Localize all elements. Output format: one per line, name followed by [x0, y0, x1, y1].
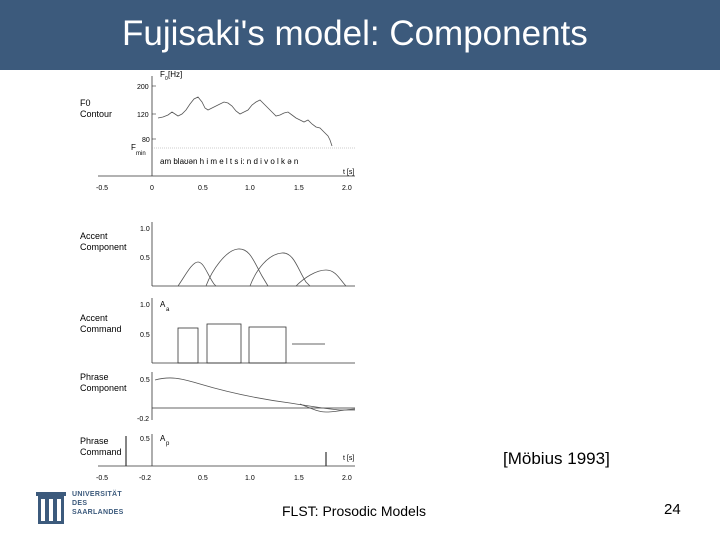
phrase-command-label-line2: Command	[80, 447, 122, 457]
accent-curve-2	[206, 249, 268, 286]
f0-ytick-120: 120	[137, 112, 149, 119]
university-crest-icon	[36, 490, 66, 526]
logo-line3: SAARLANDES	[72, 509, 124, 516]
accent-component-label-line1: Accent	[80, 231, 108, 241]
phrase-component-panel	[80, 372, 355, 423]
accent-component-panel	[80, 222, 355, 286]
phrase-command-panel	[80, 434, 355, 482]
citation: [Möbius 1993]	[503, 449, 610, 468]
accent-command-pulse	[249, 327, 286, 363]
f0-unit-bracket: [Hz]	[168, 70, 183, 79]
f0-xtick: 0	[150, 185, 154, 192]
phrase-component-ytick: -0.2	[137, 416, 150, 423]
phrase-command-ytick: 0.5	[140, 436, 150, 443]
logo-line1: UNIVERSITÄT	[72, 491, 122, 498]
accent-command-label-line2: Command	[80, 324, 122, 334]
phrase-command-amp-main: A	[160, 434, 166, 443]
phrase-component-ytick: 0.5	[140, 377, 150, 384]
phoneme-transcription: am blaʊən h i m e l t s i: n d i v o l k ə n	[160, 157, 299, 166]
f0-ytick-200: 200	[137, 84, 149, 91]
phrase-command-xtick: 2.0	[342, 475, 352, 482]
phrase-command-xtick: 0.5	[198, 475, 208, 482]
logo-text	[72, 490, 124, 517]
f0-xtick: 0.5	[198, 185, 208, 192]
f0-contour-panel	[80, 70, 355, 192]
slide-title: Fujisaki's model: Components	[122, 14, 588, 53]
accent-command-pulse	[178, 328, 198, 363]
f0-xtick: 1.5	[294, 185, 304, 192]
phrase-command-amp-sub: p	[166, 441, 170, 447]
f0-label-line1: F0	[80, 98, 91, 108]
f0-contour-curve	[158, 97, 332, 146]
f0-xtick: -0.5	[96, 185, 109, 192]
phrase-command-xtick: 1.0	[245, 475, 255, 482]
f0-label-line2: Contour	[80, 109, 113, 119]
accent-component-ytick: 0.5	[140, 255, 150, 262]
accent-command-amp-sub: a	[166, 307, 170, 313]
accent-command-panel	[80, 298, 355, 363]
f0-ytick-80: 80	[142, 137, 150, 144]
page-number: 24	[664, 501, 681, 518]
accent-curve-1	[178, 262, 216, 286]
phrase-command-xtick: 1.5	[294, 475, 304, 482]
phrase-command-label-line1: Phrase	[80, 436, 109, 446]
f0-xtick: 2.0	[342, 185, 352, 192]
fmin-main: F	[131, 143, 136, 152]
phrase-component-label-line2: Component	[80, 383, 127, 393]
fmin-sub: min	[136, 151, 146, 157]
phrase-command-xtick: -0.2	[139, 475, 152, 482]
f0-xtick: 1.0	[245, 185, 255, 192]
accent-component-ytick: 1.0	[140, 226, 150, 233]
accent-command-ytick: 1.0	[140, 302, 150, 309]
university-logo	[36, 490, 136, 530]
accent-component-label-line2: Component	[80, 242, 127, 252]
accent-command-pulse	[207, 324, 241, 363]
phrase-command-xtick: -0.5	[96, 475, 109, 482]
footer-text: FLST: Prosodic Models	[282, 503, 426, 519]
f0-unit-sub: 0	[165, 76, 168, 82]
accent-command-label-line1: Accent	[80, 313, 108, 323]
phrase-component-curve	[155, 378, 355, 410]
accent-command-amp-main: A	[160, 300, 166, 309]
accent-command-ytick: 0.5	[140, 332, 150, 339]
f0-x-unit: t [s]	[343, 169, 355, 176]
logo-line2: DES	[72, 500, 88, 507]
phrase-component-label-line1: Phrase	[80, 372, 109, 382]
f0-unit-main: F	[160, 70, 165, 79]
phrase-command-x-unit: t [s]	[343, 455, 355, 462]
